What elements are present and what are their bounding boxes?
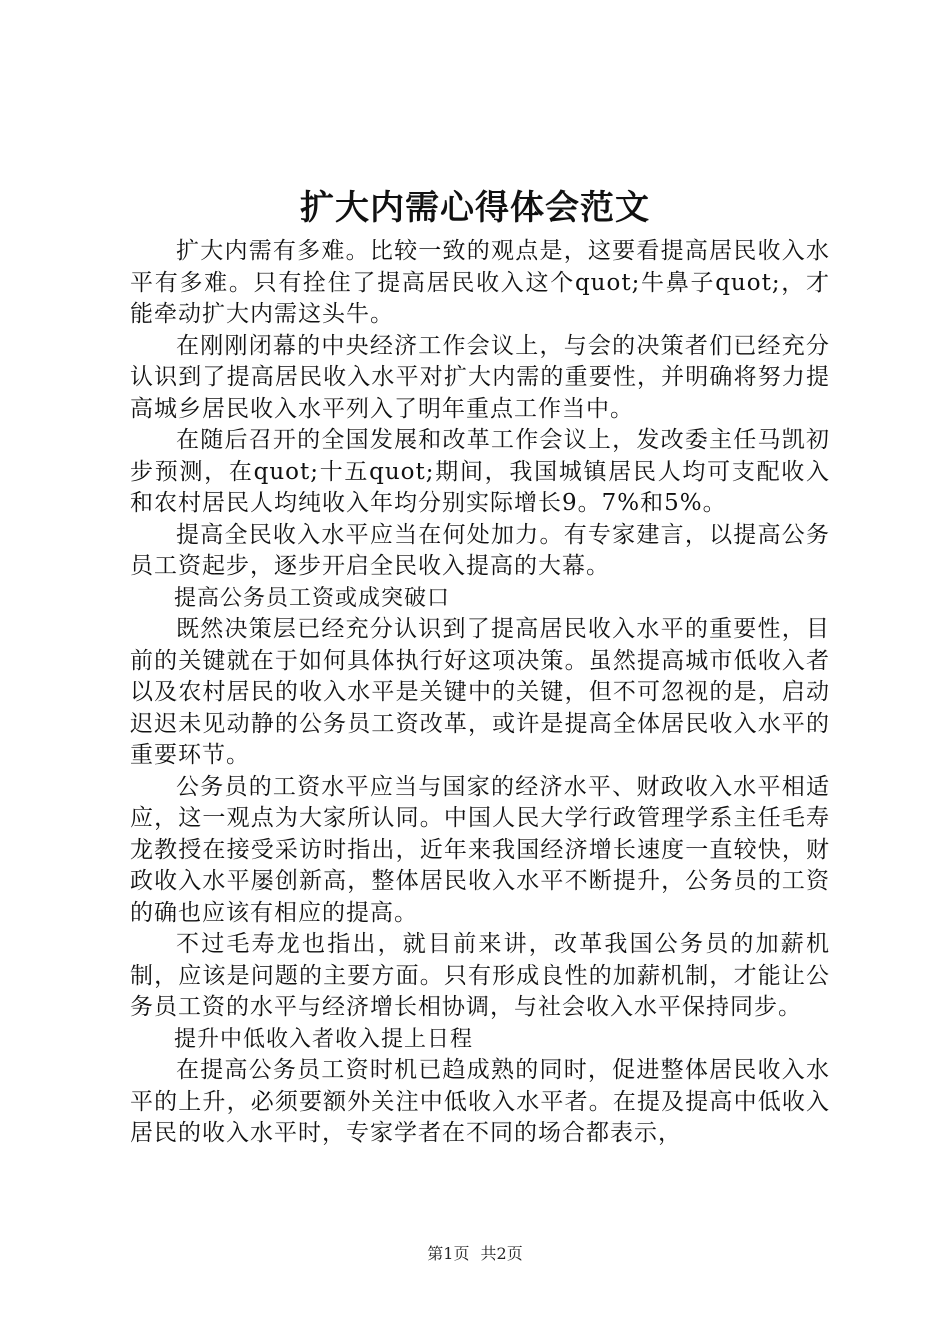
paragraph: 公务员的工资水平应当与国家的经济水平、财政收入水平相适应，这一观点为大家所认同。中国人民大学行政管理学系主任毛寿龙教授在接受采访时指出，近年来我国经济增长速度一直较快，财政收入水平屡创新高，整体居民收入水平不断提升，公务员的工资的确也应该有相应的提高。 — [130, 773, 830, 926]
paragraph: 在随后召开的全国发展和改革工作会议上，发改委主任马凯初步预测，在quot;十五quot;期间，我国城镇居民人均可支配收入和农村居民人均纯收入年均分别实际增长9。7%和5%。 — [130, 427, 830, 516]
section-subheading: 提高公务员工资或成突破口 — [174, 585, 451, 611]
document-title: 扩大内需心得体会范文 — [300, 188, 650, 228]
document-body — [130, 236, 830, 1150]
page-number: 第1页 — [427, 1244, 470, 1263]
paragraph: 扩大内需有多难。比较一致的观点是，这要看提高居民收入水平有多难。只有拴住了提高居民收入这个quot;牛鼻子quot;，才能牵动扩大内需这头牛。 — [130, 238, 830, 327]
paragraph: 在刚刚闭幕的中央经济工作会议上，与会的决策者们已经充分认识到了提高居民收入水平对扩大内需的重要性，并明确将努力提高城乡居民收入水平列入了明年重点工作当中。 — [130, 332, 830, 422]
paragraph: 既然决策层已经充分认识到了提高居民收入水平的重要性，目前的关键就在于如何具体执行好这项决策。虽然提高城市低收入者以及农村居民的收入水平是关键中的关键，但不可忽视的是，启动迟迟未见动静的公务员工资改革，或许是提高全体居民收入水平的重要环节。 — [130, 616, 830, 768]
page-footer — [0, 1242, 950, 1266]
page-total: 共2页 — [480, 1244, 523, 1263]
paragraph: 不过毛寿龙也指出，就目前来讲，改革我国公务员的加薪机制，应该是问题的主要方面。只有形成良性的加薪机制，才能让公务员工资的水平与经济增长相协调，与社会收入水平保持同步。 — [130, 931, 830, 1020]
paragraph: 在提高公务员工资时机已趋成熟的同时，促进整体居民收入水平的上升，必须要额外关注中低收入水平者。在提及提高中低收入居民的收入水平时，专家学者在不同的场合都表示， — [130, 1057, 830, 1146]
paragraph: 提高全民收入水平应当在何处加力。有专家建言，以提高公务员工资起步，逐步开启全民收入提高的大幕。 — [130, 521, 830, 579]
section-subheading: 提升中低收入者收入提上日程 — [174, 1026, 474, 1052]
